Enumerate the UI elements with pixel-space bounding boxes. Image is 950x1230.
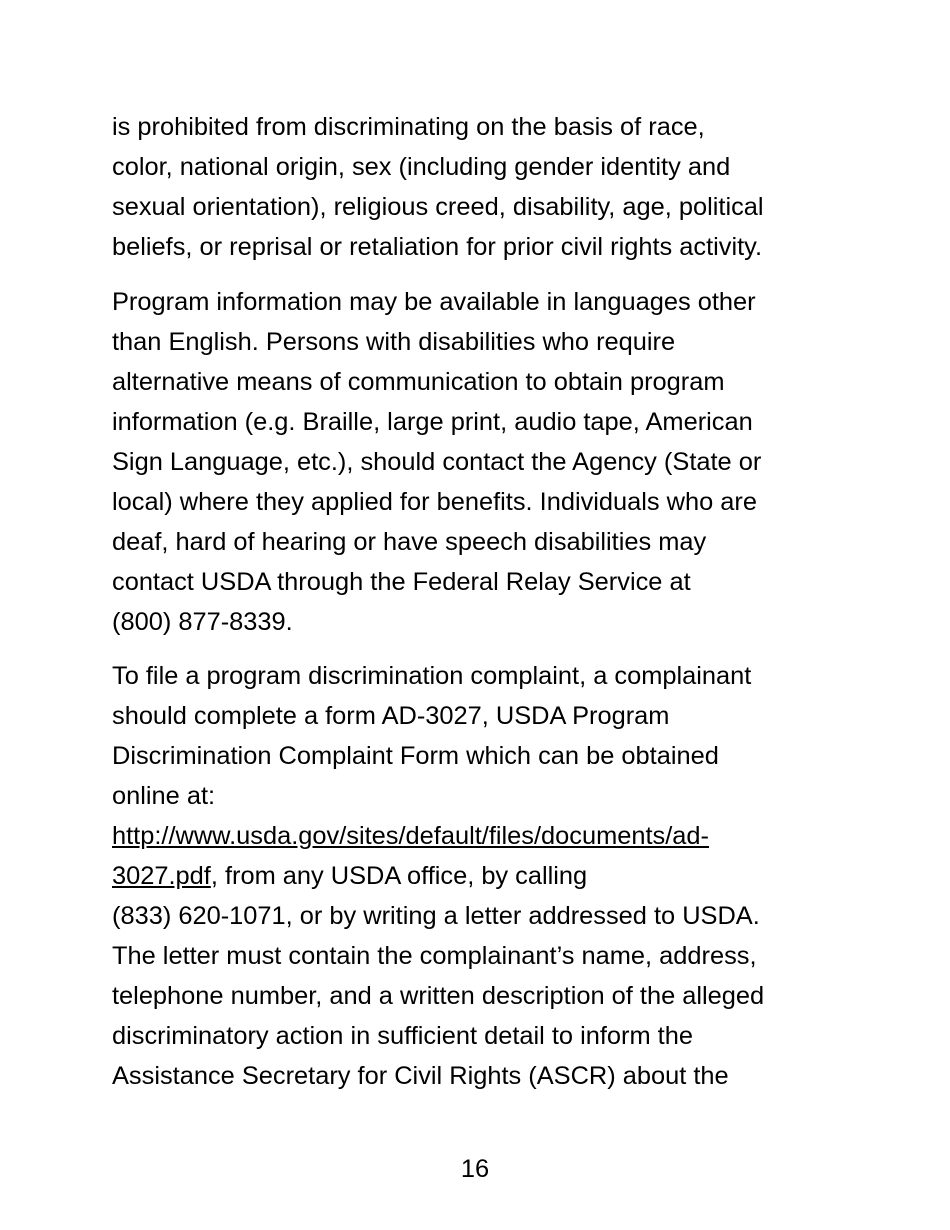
text-line: than English. Persons with disabilities who require	[112, 327, 676, 356]
page-body	[112, 107, 857, 1096]
paragraph-complaint-filing	[112, 656, 857, 1096]
text-line: Discrimination Complaint Form which can be obtained	[112, 742, 719, 770]
text-line: Assistance Secretary for Civil Rights (ASCR) about the	[112, 1062, 729, 1090]
text-after-link: , from any USDA office, by calling	[210, 862, 588, 890]
text-line: sexual orientation), religious creed, disability, age, political	[112, 193, 764, 221]
text-line	[112, 816, 857, 856]
text-line: contact USDA through the Federal Relay Service at	[112, 567, 691, 596]
complaint-form-link-part-1[interactable]: http://www.usda.gov/sites/default/files/documents/ad-	[112, 822, 709, 850]
text-line: deaf, hard of hearing or have speech disabilities may	[112, 527, 707, 556]
text-line: To file a program discrimination complaint, a complainant	[112, 662, 752, 690]
text-line: The letter must contain the complainant’s name, address,	[112, 942, 757, 970]
text-line: online at:	[112, 782, 216, 810]
text-line: local) where they applied for benefits. Individuals who are	[112, 487, 758, 516]
text-line: Sign Language, etc.), should contact the Agency (State or	[112, 447, 762, 476]
text-line: beliefs, or reprisal or retaliation for prior civil rights activity.	[112, 233, 763, 261]
text-line: is prohibited from discriminating on the basis of race,	[112, 113, 705, 141]
text-line: telephone number, and a written description of the alleged	[112, 982, 765, 1010]
text-line: (800) 877-8339.	[112, 607, 293, 636]
complaint-form-link-part-2[interactable]: 3027.pdf	[112, 862, 211, 890]
text-line	[112, 856, 857, 896]
text-line: information (e.g. Braille, large print, audio tape, American	[112, 407, 753, 436]
page-number: 16	[460, 1155, 490, 1183]
text-line: Program information may be available in languages other	[112, 287, 756, 316]
paragraph-program-information	[112, 282, 857, 642]
text-line: alternative means of communication to obtain program	[112, 367, 725, 396]
text-line: should complete a form AD-3027, USDA Program	[112, 702, 670, 730]
paragraph-nondiscrimination	[112, 107, 857, 267]
text-line: (833) 620-1071, or by writing a letter addressed to USDA.	[112, 902, 760, 930]
text-line: color, national origin, sex (including gender identity and	[112, 153, 731, 181]
text-line: discriminatory action in sufficient detail to inform the	[112, 1022, 693, 1050]
